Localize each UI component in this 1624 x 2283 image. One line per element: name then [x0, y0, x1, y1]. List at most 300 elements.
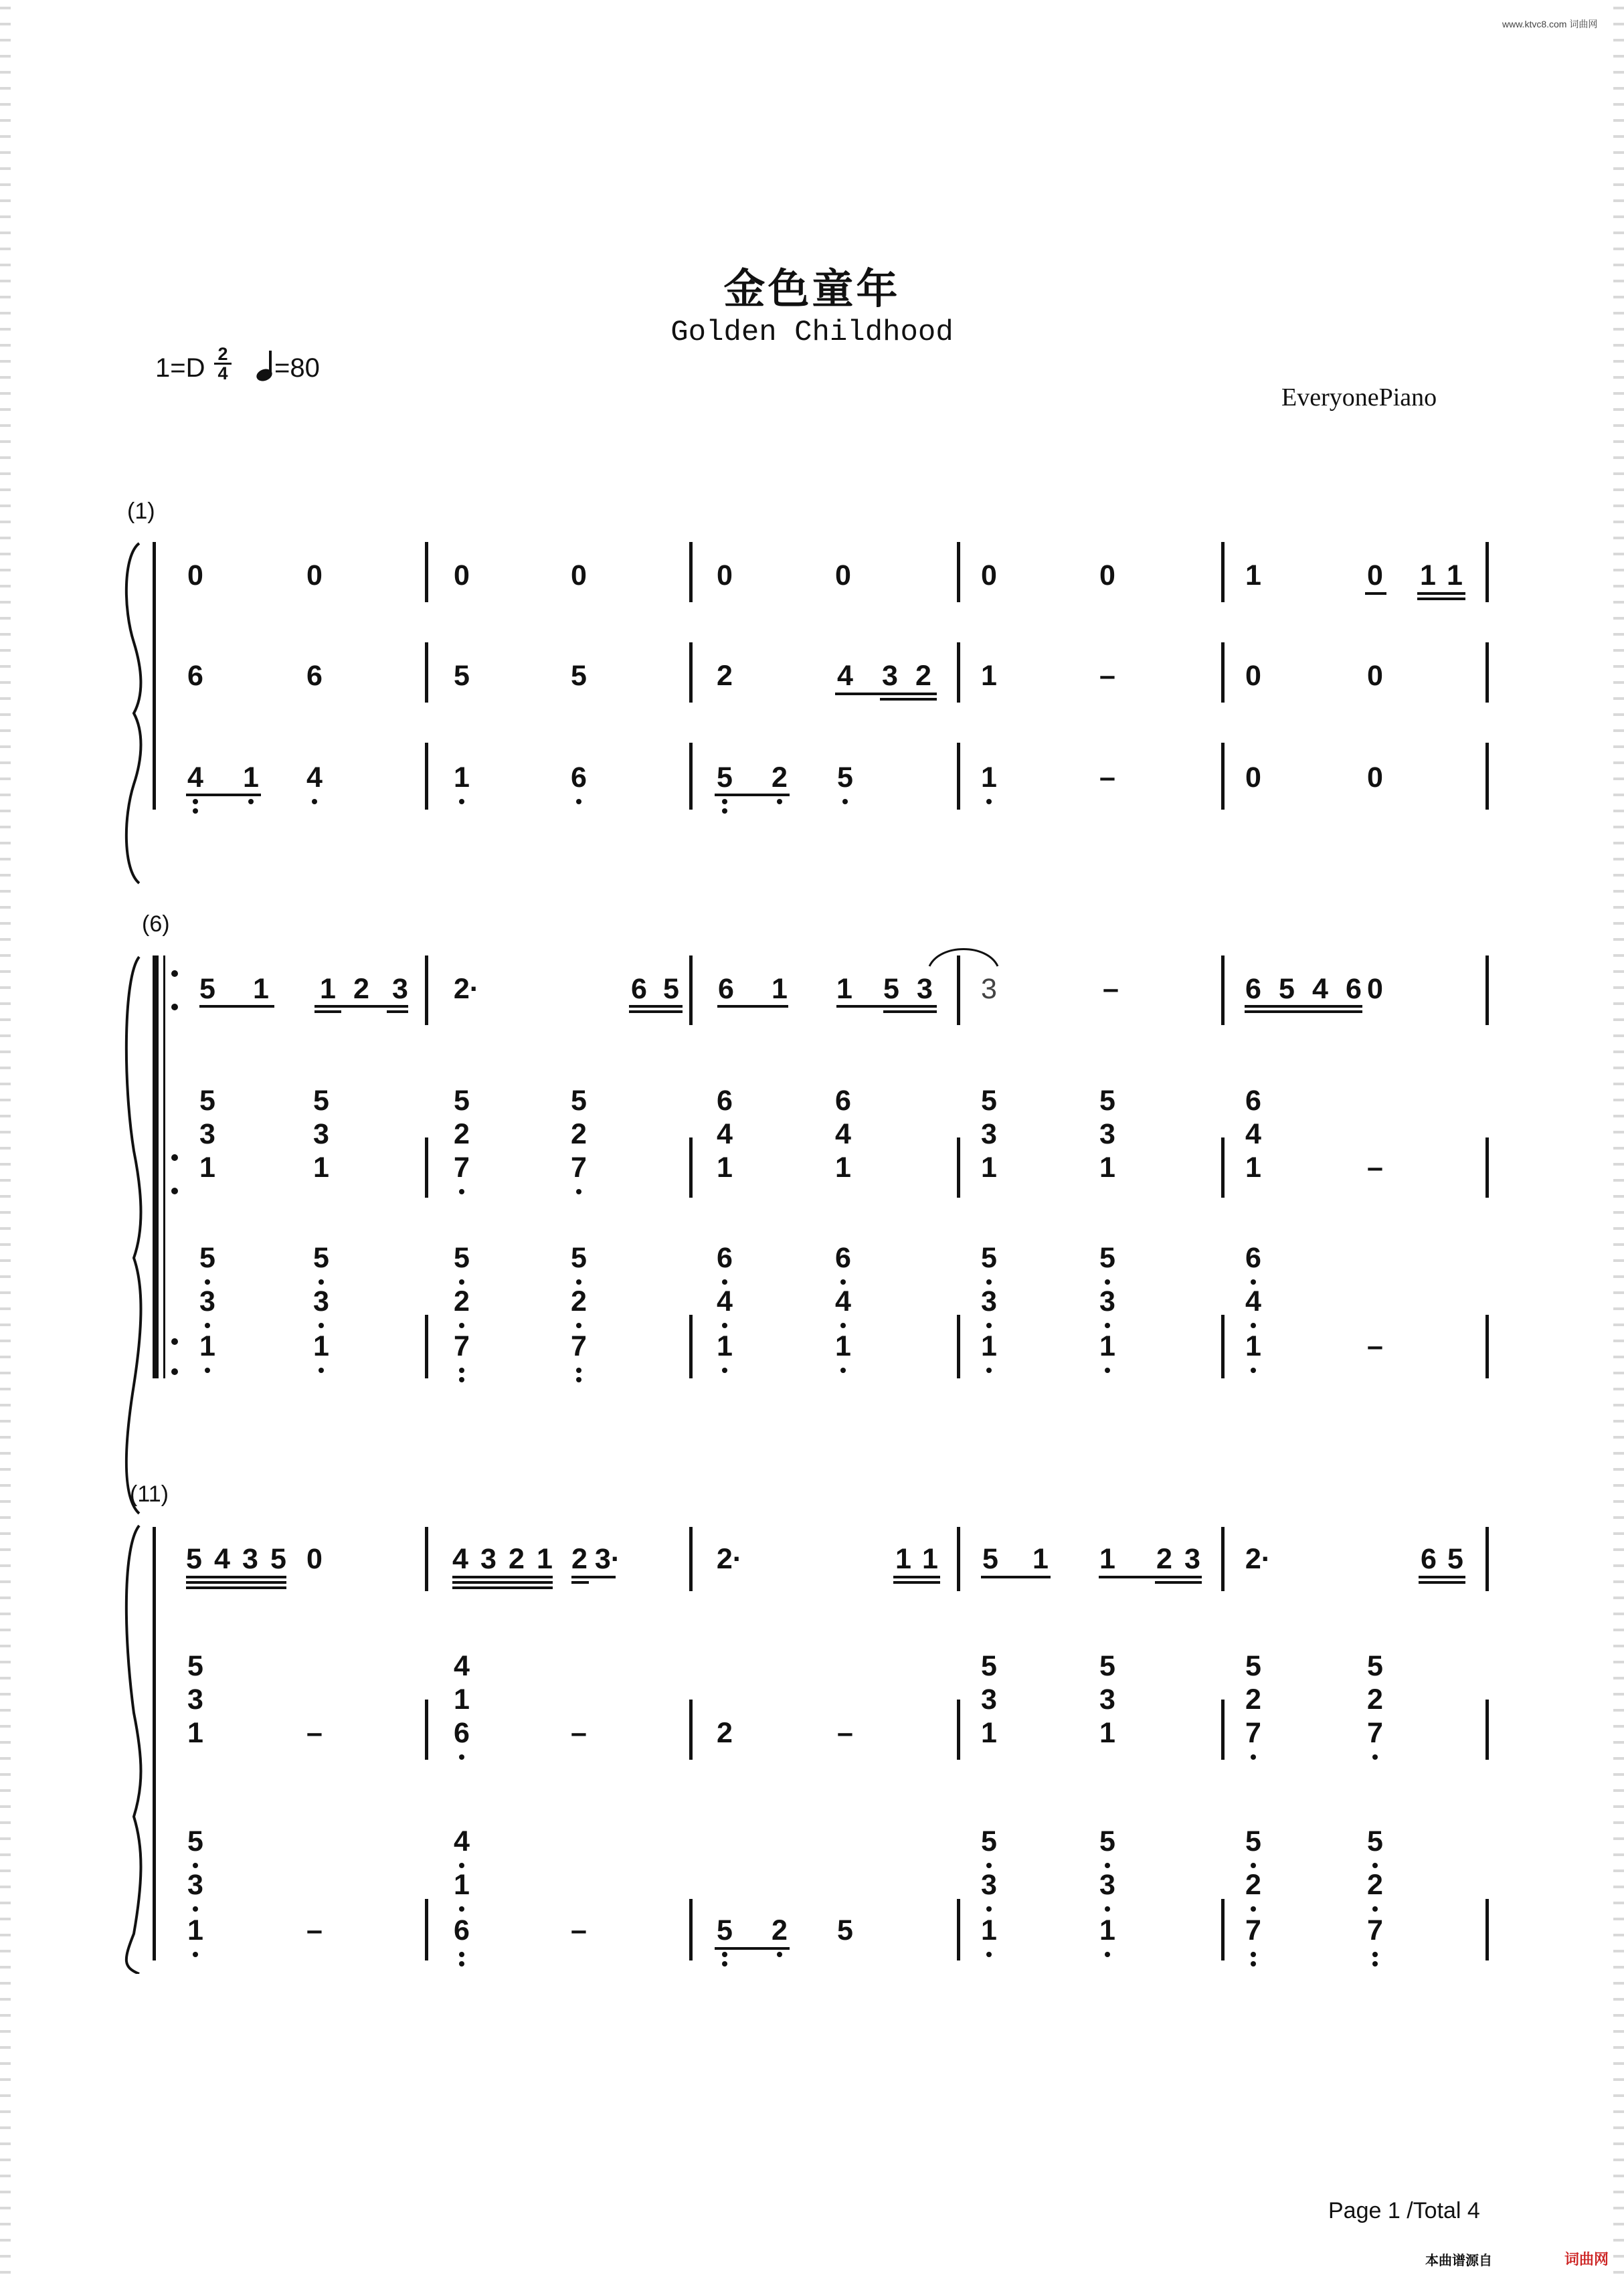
octave-dot-below: [986, 799, 992, 804]
beam-line: [883, 1010, 937, 1013]
beam-line: [880, 698, 937, 701]
barline: [689, 743, 693, 810]
note: 3: [981, 1118, 997, 1150]
barline: [1485, 1315, 1489, 1378]
barline: [1485, 1899, 1489, 1960]
note: 0: [1245, 660, 1261, 692]
note: 3: [187, 1869, 203, 1901]
note: 1: [1245, 1330, 1261, 1362]
note: 4: [835, 1285, 851, 1317]
note: 1: [717, 1330, 733, 1362]
note: 5: [571, 1242, 587, 1274]
note: 2: [571, 1285, 587, 1317]
octave-dot-below: [576, 1368, 581, 1373]
beam-line: [1419, 1581, 1465, 1584]
beam-line: [1245, 1010, 1362, 1013]
note: 7: [571, 1330, 587, 1362]
beam-line: [199, 1005, 274, 1008]
barline: [957, 642, 960, 703]
beam-line: [1417, 598, 1465, 600]
note: 0: [717, 559, 733, 591]
note: 0: [571, 559, 587, 591]
note: 3: [1099, 1683, 1115, 1716]
note: 4: [1312, 973, 1328, 1005]
note: 3: [199, 1118, 215, 1150]
repeat-dot: [171, 970, 178, 977]
octave-dot-below: [459, 1906, 464, 1912]
note: 4: [837, 660, 853, 692]
note: 3: [981, 1285, 997, 1317]
note: 0: [454, 559, 470, 591]
brand-logo[interactable]: 词曲网: [1564, 2251, 1609, 2268]
note: 1: [313, 1152, 329, 1184]
beam-line: [186, 794, 261, 796]
octave-dot-below: [205, 1368, 210, 1373]
note: 1: [454, 761, 470, 794]
repeat-thin-bar: [163, 955, 165, 1378]
note: 1: [1032, 1543, 1049, 1575]
note: 2: [717, 1717, 733, 1749]
octave-dot-below: [1105, 1323, 1110, 1328]
note: –: [1099, 761, 1115, 794]
octave-dot-below: [1372, 1952, 1378, 1957]
note: 3: [242, 1543, 258, 1575]
barline: [689, 542, 693, 602]
note: 5: [454, 1242, 470, 1274]
note: 5: [1279, 973, 1295, 1005]
barline: [957, 1315, 960, 1378]
octave-dot-below: [1251, 1961, 1256, 1967]
note: 5: [1099, 1825, 1115, 1857]
octave-dot-below: [1372, 1863, 1378, 1868]
barline: [425, 542, 428, 602]
note: 6: [306, 660, 323, 692]
note: –: [571, 1717, 587, 1749]
octave-dot-below: [722, 808, 727, 814]
note: 2: [772, 1914, 788, 1946]
note: 3: [1099, 1869, 1115, 1901]
song-subtitle: Golden Childhood: [670, 316, 954, 349]
octave-dot-below: [459, 1952, 464, 1957]
note: 1: [981, 761, 997, 794]
octave-dot-below: [986, 1368, 992, 1373]
octave-dot-below: [986, 1323, 992, 1328]
note: 1: [1420, 559, 1436, 591]
barline: [425, 1315, 428, 1378]
note: 1: [1245, 559, 1261, 591]
note: 2: [454, 1285, 470, 1317]
octave-dot-below: [1105, 1952, 1110, 1957]
beam-line: [715, 1947, 790, 1950]
octave-dot-below: [1105, 1279, 1110, 1285]
brace-system-3: [126, 1526, 141, 1974]
note: 3: [981, 1683, 997, 1716]
note: 5: [981, 1650, 997, 1682]
note: 3: [1184, 1543, 1200, 1575]
barline: [957, 1527, 960, 1591]
octave-dot-below: [722, 799, 727, 804]
beam-line: [1099, 1576, 1202, 1578]
note: 2: [717, 660, 733, 692]
barline: [1485, 955, 1489, 1025]
barline: [1221, 1899, 1225, 1960]
barline: [425, 1700, 428, 1760]
octave-dot-below: [986, 1906, 992, 1912]
note: 4: [452, 1543, 468, 1575]
note: 4: [454, 1650, 470, 1682]
octave-dot-below: [1372, 1906, 1378, 1912]
note: 6: [571, 761, 587, 794]
note: 5: [1099, 1650, 1115, 1682]
note: 2: [1156, 1543, 1172, 1575]
note: 1: [981, 660, 997, 692]
note: 1: [981, 1717, 997, 1749]
barline: [425, 955, 428, 1025]
note: 1: [243, 761, 259, 794]
octave-dot-below: [1105, 1863, 1110, 1868]
octave-dot-below: [319, 1323, 324, 1328]
time-signature-bottom: 4: [217, 363, 228, 383]
note: 1: [313, 1330, 329, 1362]
octave-dot-below: [248, 799, 254, 804]
note: 4: [717, 1118, 733, 1150]
note: 5: [717, 1914, 733, 1946]
note: 1: [1099, 1330, 1115, 1362]
note: 1: [199, 1152, 215, 1184]
note: 5: [454, 660, 470, 692]
beam-line: [186, 1586, 286, 1589]
octave-dot-below: [205, 1279, 210, 1285]
barline: [1485, 642, 1489, 703]
octave-dot-below: [193, 1906, 198, 1912]
note: 1: [454, 1683, 470, 1716]
note: 5: [883, 973, 899, 1005]
note: 5: [199, 1085, 215, 1117]
note: 2: [1367, 1683, 1383, 1716]
note: 6: [718, 973, 734, 1005]
barline: [957, 955, 960, 1025]
note: 5: [1099, 1085, 1115, 1117]
note: 1: [537, 1543, 553, 1575]
barline: [425, 1527, 428, 1591]
song-title: 金色童年: [723, 264, 901, 313]
note: 3: [981, 1869, 997, 1901]
beam-line: [715, 794, 790, 796]
note: 1: [981, 1914, 997, 1946]
note: 4: [835, 1118, 851, 1150]
octave-dot-below: [319, 1279, 324, 1285]
note: –: [1367, 1152, 1383, 1184]
beam-line: [893, 1581, 940, 1584]
beam-line: [629, 1010, 683, 1013]
time-signature: [214, 345, 232, 382]
barline: [1485, 1527, 1489, 1591]
note: 0: [187, 559, 203, 591]
note: 7: [1367, 1717, 1383, 1749]
octave-dot-below: [576, 1323, 581, 1328]
brace-system-1: [126, 543, 141, 883]
octave-dot-below: [986, 1952, 992, 1957]
note: 4: [1245, 1285, 1261, 1317]
note: 0: [981, 559, 997, 591]
barline: [957, 1137, 960, 1198]
octave-dot-below: [722, 1952, 727, 1957]
barline: [425, 1137, 428, 1198]
octave-dot-below: [840, 1279, 846, 1285]
barline: [425, 642, 428, 703]
note: 3: [313, 1118, 329, 1150]
octave-dot-below: [576, 1189, 581, 1194]
slur-tie: [927, 942, 1000, 969]
note: 1: [835, 1330, 851, 1362]
note: 1: [1447, 559, 1463, 591]
note: 6: [454, 1717, 470, 1749]
note: 7: [454, 1330, 470, 1362]
barline: [1221, 743, 1225, 810]
note: 2: [915, 660, 931, 692]
note: 4: [306, 761, 323, 794]
octave-dot-below: [576, 1377, 581, 1382]
barline: [1221, 1315, 1225, 1378]
octave-dot-below: [1251, 1323, 1256, 1328]
beam-line: [186, 1581, 286, 1584]
note: 2: [509, 1543, 525, 1575]
repeat-dot: [171, 1154, 178, 1161]
note: –: [1367, 1330, 1383, 1362]
octave-dot-below: [459, 1754, 464, 1760]
note: 5: [313, 1085, 329, 1117]
octave-dot-below: [1251, 1863, 1256, 1868]
note: 6: [835, 1085, 851, 1117]
note: 2: [1245, 1683, 1261, 1716]
repeat-thick-bar: [153, 955, 159, 1378]
octave-dot-below: [319, 1368, 324, 1373]
note: 2: [571, 1118, 587, 1150]
note: 5: [717, 761, 733, 794]
octave-dot-below: [722, 1279, 727, 1285]
repeat-dot: [171, 1188, 178, 1194]
beam-line: [571, 1576, 616, 1578]
barline: [689, 1527, 693, 1591]
page-indicator: Page 1 /Total 4: [1328, 2198, 1480, 2223]
note: 1: [187, 1717, 203, 1749]
note: 2: [571, 1543, 588, 1575]
octave-dot-below: [459, 1279, 464, 1285]
note: 6: [187, 660, 203, 692]
octave-dot-below: [1372, 1961, 1378, 1967]
note: 5: [981, 1825, 997, 1857]
note: 6: [717, 1085, 733, 1117]
note: 7: [1245, 1717, 1261, 1749]
octave-dot-below: [193, 799, 198, 804]
note: 6: [1245, 1085, 1261, 1117]
note: 1: [717, 1152, 733, 1184]
note: 2·: [1245, 1543, 1271, 1575]
octave-dot-below: [777, 799, 782, 804]
note: 1: [253, 973, 269, 1005]
octave-dot-below: [842, 799, 848, 804]
barline: [1485, 1137, 1489, 1198]
octave-dot-below: [459, 1368, 464, 1373]
note: 3: [882, 660, 898, 692]
note: 7: [571, 1152, 587, 1184]
barline: [1485, 743, 1489, 810]
beam-line: [629, 1005, 683, 1008]
note: 5: [187, 1825, 203, 1857]
note: –: [306, 1717, 323, 1749]
tempo-marking: =80: [274, 353, 320, 383]
note: 5: [1245, 1650, 1261, 1682]
beam-line: [1419, 1576, 1465, 1578]
note: 3·: [594, 1543, 621, 1575]
barline: [153, 1527, 156, 1960]
barline: [425, 743, 428, 810]
note: 4: [717, 1285, 733, 1317]
octave-dot-below: [193, 1952, 198, 1957]
barline: [689, 1315, 693, 1378]
time-signature-top: 2: [217, 344, 228, 364]
note: 5: [199, 973, 215, 1005]
note: 5: [837, 1914, 853, 1946]
beam-line: [314, 1005, 408, 1008]
beam-line: [717, 1005, 788, 1008]
octave-dot-below: [312, 799, 317, 804]
octave-dot-below: [576, 799, 581, 804]
note: 5: [571, 660, 587, 692]
repeat-dot: [171, 1338, 178, 1345]
note: 6: [1421, 1543, 1437, 1575]
octave-dot-below: [576, 1279, 581, 1285]
note: 5: [1367, 1825, 1383, 1857]
octave-dot-below: [840, 1368, 846, 1373]
note: 3: [981, 973, 997, 1005]
beam-line: [314, 1010, 341, 1013]
octave-dot-below: [193, 1863, 198, 1868]
octave-dot-below: [722, 1323, 727, 1328]
source-label: 本曲谱源自: [1425, 2254, 1492, 2268]
barline: [957, 542, 960, 602]
note: 3: [199, 1285, 215, 1317]
note: 5: [663, 973, 679, 1005]
note: 0: [1367, 559, 1383, 591]
note: 5: [1245, 1825, 1261, 1857]
octave-dot-below: [459, 1323, 464, 1328]
barline: [689, 1137, 693, 1198]
note: 2: [772, 761, 788, 794]
note: 5: [982, 1543, 998, 1575]
note: 3: [313, 1285, 329, 1317]
note: 5: [981, 1085, 997, 1117]
octave-dot-below: [1251, 1279, 1256, 1285]
octave-dot-below: [1251, 1754, 1256, 1760]
octave-dot-below: [193, 808, 198, 814]
note: 7: [1367, 1914, 1383, 1946]
note: 2·: [716, 1543, 743, 1575]
note: 4: [187, 761, 203, 794]
note: –: [1099, 660, 1115, 692]
barline: [1485, 542, 1489, 602]
note: 5: [1447, 1543, 1463, 1575]
octave-dot-below: [722, 1368, 727, 1373]
note: 5: [1099, 1242, 1115, 1274]
site-url[interactable]: www.ktvc8.com 词曲网: [1502, 19, 1598, 29]
note: 1: [835, 1152, 851, 1184]
beam-line: [1365, 592, 1386, 595]
note: 0: [1245, 761, 1261, 794]
octave-dot-below: [722, 1961, 727, 1967]
note: 1: [772, 973, 788, 1005]
barline: [1221, 1700, 1225, 1760]
beam-line: [1245, 1005, 1362, 1008]
note: 4: [1245, 1118, 1261, 1150]
measure-number: (6): [142, 911, 170, 937]
note: 1: [454, 1869, 470, 1901]
barline: [689, 1700, 693, 1760]
barline: [1221, 1527, 1225, 1591]
note: 5: [837, 761, 853, 794]
note: 1: [1099, 1152, 1115, 1184]
note: 0: [1367, 973, 1383, 1005]
note: 3: [392, 973, 408, 1005]
barline: [957, 743, 960, 810]
arranger-credit: EveryonePiano: [1281, 383, 1437, 412]
note: 5: [981, 1242, 997, 1274]
barline: [153, 542, 156, 810]
note: 5: [454, 1085, 470, 1117]
note: 5: [313, 1242, 329, 1274]
note: 5: [199, 1242, 215, 1274]
note: 1: [922, 1543, 938, 1575]
beam-line: [981, 1576, 1051, 1578]
octave-dot-below: [777, 1952, 782, 1957]
note: 1: [981, 1330, 997, 1362]
note: 0: [1099, 559, 1115, 591]
measure-number: (1): [127, 498, 155, 524]
octave-dot-below: [1372, 1754, 1378, 1760]
note: 5: [270, 1543, 286, 1575]
brace-system-2: [126, 957, 141, 1514]
note: 1: [1099, 1717, 1115, 1749]
note: 6: [1346, 973, 1362, 1005]
note: 6: [631, 973, 647, 1005]
repeat-dot: [171, 1004, 178, 1010]
barline: [1485, 1700, 1489, 1760]
octave-dot-below: [459, 1961, 464, 1967]
beam-line: [835, 693, 937, 695]
note: 5: [187, 1650, 203, 1682]
beam-line: [1417, 592, 1465, 595]
octave-dot-below: [986, 1279, 992, 1285]
barline: [1221, 955, 1225, 1025]
note: 1: [187, 1914, 203, 1946]
note: 5: [1367, 1650, 1383, 1682]
key-signature: 1=D: [155, 353, 205, 383]
note: 4: [454, 1825, 470, 1857]
beam-line: [836, 1005, 937, 1008]
note: 2: [454, 1118, 470, 1150]
octave-dot-below: [205, 1323, 210, 1328]
note: 0: [306, 1543, 323, 1575]
note-stem: [269, 351, 272, 376]
note: 1: [1099, 1543, 1115, 1575]
octave-dot-below: [1251, 1952, 1256, 1957]
note: 1: [895, 1543, 911, 1575]
note: 0: [835, 559, 851, 591]
note: –: [837, 1717, 853, 1749]
note: 3: [187, 1683, 203, 1716]
note: 2: [1245, 1869, 1261, 1901]
note: 3: [1099, 1285, 1115, 1317]
